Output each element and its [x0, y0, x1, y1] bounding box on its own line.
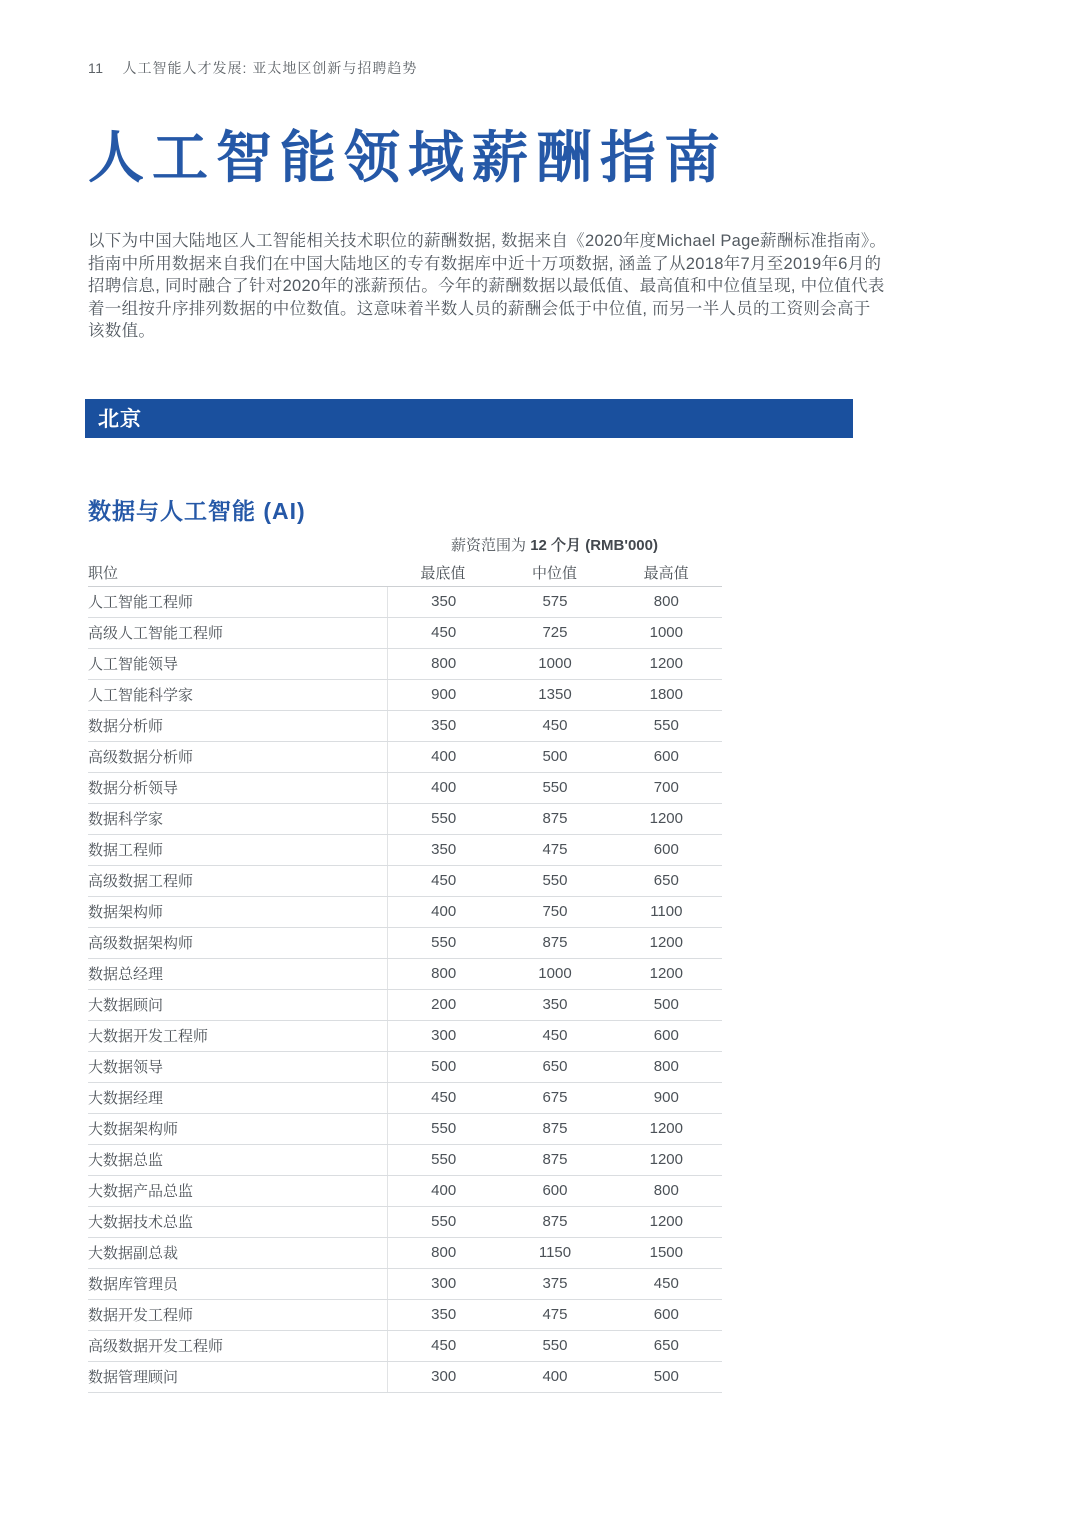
median-salary-cell: 550: [542, 1337, 568, 1355]
min-salary-cell: 550: [431, 810, 457, 828]
max-salary-cell: 600: [653, 748, 679, 766]
median-salary-cell: 450: [542, 717, 568, 735]
job-title-cell: 数据开发工程师: [88, 1307, 194, 1325]
job-title-cell: 大数据领导: [88, 1059, 164, 1077]
table-row: [88, 1145, 722, 1176]
salary-values: [387, 1300, 722, 1330]
max-salary-cell: 1000: [649, 624, 683, 642]
table-header-row: [88, 560, 722, 587]
salary-values: [387, 742, 722, 772]
job-title-cell: 高级数据开发工程师: [88, 1338, 224, 1356]
median-salary-cell: 350: [542, 996, 568, 1014]
salary-values: [387, 1176, 722, 1206]
median-salary-cell: 875: [542, 1120, 568, 1138]
job-title-cell: 数据总经理: [88, 966, 164, 984]
salary-values: [387, 618, 722, 648]
caption-bold: 12 个月 (RMB'000): [530, 536, 658, 554]
table-row: [88, 742, 722, 773]
salary-range-caption: [88, 534, 722, 555]
job-title-cell: 大数据技术总监: [88, 1214, 194, 1232]
salary-values: [387, 804, 722, 834]
intro-line: 以下为中国大陆地区人工智能相关技术职位的薪酬数据, 数据来自《2020年度Michael Page薪酬标准指南》。: [88, 232, 887, 251]
min-salary-cell: 350: [431, 1306, 457, 1324]
salary-values: [387, 1269, 722, 1299]
salary-values: [387, 1052, 722, 1082]
salary-values: [387, 649, 722, 679]
min-salary-cell: 500: [431, 1058, 457, 1076]
job-title-cell: 大数据产品总监: [88, 1183, 194, 1201]
max-salary-cell: 800: [653, 1182, 679, 1200]
max-salary-cell: 500: [653, 996, 679, 1014]
min-salary-cell: 200: [431, 996, 457, 1014]
salary-values: [387, 928, 722, 958]
table-row: [88, 680, 722, 711]
max-salary-cell: 1200: [649, 1120, 683, 1138]
salary-values: [387, 680, 722, 710]
salary-values: [387, 835, 722, 865]
max-salary-cell: 1200: [649, 655, 683, 673]
min-salary-cell: 550: [431, 934, 457, 952]
section-heading: 数据与人工智能 (AI): [88, 497, 306, 524]
table-row: [88, 928, 722, 959]
min-salary-cell: 800: [431, 655, 457, 673]
max-salary-cell: 600: [653, 1027, 679, 1045]
min-salary-cell: 400: [431, 779, 457, 797]
median-salary-cell: 550: [542, 872, 568, 890]
median-salary-cell: 550: [542, 779, 568, 797]
median-salary-cell: 675: [542, 1089, 568, 1107]
table-row: [88, 711, 722, 742]
median-salary-cell: 875: [542, 1151, 568, 1169]
max-salary-cell: 600: [653, 841, 679, 859]
min-salary-cell: 800: [431, 965, 457, 983]
job-title-cell: 高级数据分析师: [88, 749, 194, 767]
table-row: [88, 618, 722, 649]
salary-values: [387, 897, 722, 927]
min-salary-cell: 400: [431, 903, 457, 921]
table-row: [88, 835, 722, 866]
job-title-cell: 大数据总监: [88, 1152, 164, 1170]
max-salary-cell: 800: [653, 1058, 679, 1076]
salary-values: [387, 1145, 722, 1175]
table-row: [88, 959, 722, 990]
job-title-cell: 人工智能领导: [88, 656, 179, 674]
median-salary-cell: 500: [542, 748, 568, 766]
intro-line: 指南中所用数据来自我们在中国大陆地区的专有数据库中近十万项数据, 涵盖了从2018年7月至2019年6月的: [88, 254, 882, 273]
median-salary-cell: 1350: [538, 686, 572, 704]
job-title-cell: 人工智能工程师: [88, 594, 194, 612]
job-title-cell: 大数据经理: [88, 1090, 164, 1108]
table-row: [88, 1269, 722, 1300]
min-salary-cell: 550: [431, 1213, 457, 1231]
median-salary-cell: 400: [542, 1368, 568, 1386]
salary-values: [387, 587, 722, 617]
table-row: [88, 1362, 722, 1393]
max-salary-cell: 550: [653, 717, 679, 735]
median-salary-cell: 450: [542, 1027, 568, 1045]
min-salary-cell: 350: [431, 593, 457, 611]
median-salary-cell: 875: [542, 1213, 568, 1231]
header-salary-columns: [387, 562, 722, 583]
intro-line: 该数值。: [88, 322, 156, 341]
min-salary-cell: 450: [431, 1337, 457, 1355]
min-salary-cell: 550: [431, 1120, 457, 1138]
median-salary-cell: 600: [542, 1182, 568, 1200]
job-title-cell: 数据分析师: [88, 718, 164, 736]
median-salary-cell: 875: [542, 810, 568, 828]
max-salary-cell: 1200: [649, 965, 683, 983]
page-number: 11: [88, 60, 104, 76]
table-row: [88, 1114, 722, 1145]
min-salary-cell: 450: [431, 872, 457, 890]
intro-line: 着一组按升序排列数据的中位数值。这意味着半数人员的薪酬会低于中位值, 而另一半人员的工资则会高于: [88, 299, 871, 318]
max-salary-cell: 1200: [649, 934, 683, 952]
salary-table: [88, 560, 722, 1393]
max-salary-cell: 700: [653, 779, 679, 797]
salary-values: [387, 1021, 722, 1051]
min-salary-cell: 450: [431, 1089, 457, 1107]
table-row: [88, 990, 722, 1021]
salary-values: [387, 1083, 722, 1113]
job-title-cell: 数据分析领导: [88, 780, 179, 798]
job-title-cell: 数据架构师: [88, 904, 164, 922]
running-header: [88, 58, 995, 78]
salary-values: [387, 1331, 722, 1361]
max-salary-cell: 600: [653, 1306, 679, 1324]
median-salary-cell: 475: [542, 841, 568, 859]
city-banner-label: 北京: [98, 408, 142, 432]
min-salary-cell: 400: [431, 1182, 457, 1200]
table-row: [88, 1331, 722, 1362]
job-title-cell: 大数据副总裁: [88, 1245, 179, 1263]
median-salary-cell: 375: [542, 1275, 568, 1293]
salary-values: [387, 1207, 722, 1237]
table-row: [88, 1083, 722, 1114]
max-salary-cell: 1200: [649, 1213, 683, 1231]
intro-paragraph: [88, 230, 995, 343]
job-title-cell: 数据科学家: [88, 811, 164, 829]
salary-values: [387, 711, 722, 741]
median-salary-cell: 475: [542, 1306, 568, 1324]
job-title-cell: 高级人工智能工程师: [88, 625, 224, 643]
max-salary-cell: 650: [653, 872, 679, 890]
salary-values: [387, 959, 722, 989]
header-job-title: 职位: [88, 565, 119, 583]
table-row: [88, 1021, 722, 1052]
salary-values: [387, 773, 722, 803]
job-title-cell: 大数据顾问: [88, 997, 164, 1015]
max-salary-cell: 500: [653, 1368, 679, 1386]
max-salary-cell: 1100: [650, 903, 683, 921]
salary-values: [387, 990, 722, 1020]
table-row: [88, 897, 722, 928]
page-title: 人工智能领域薪酬指南: [88, 126, 728, 189]
running-header-title: 人工智能人才发展: 亚太地区创新与招聘趋势: [122, 60, 418, 76]
median-salary-cell: 650: [542, 1058, 568, 1076]
table-row: [88, 773, 722, 804]
table-row: [88, 1238, 722, 1269]
max-salary-cell: 1200: [649, 1151, 683, 1169]
table-row: [88, 1176, 722, 1207]
header-max-salary: 最高值: [643, 565, 689, 583]
salary-values: [387, 1238, 722, 1268]
intro-line: 招聘信息, 同时融合了针对2020年的涨薪预估。今年的薪酬数据以最低值、最高值和中位值呈现, 中位值代表: [88, 277, 885, 296]
job-title-cell: 大数据开发工程师: [88, 1028, 209, 1046]
max-salary-cell: 1800: [649, 686, 683, 704]
job-title-cell: 高级数据工程师: [88, 873, 194, 891]
median-salary-cell: 875: [542, 934, 568, 952]
table-row: [88, 804, 722, 835]
median-salary-cell: 575: [542, 593, 568, 611]
salary-values: [387, 1114, 722, 1144]
max-salary-cell: 450: [653, 1275, 679, 1293]
job-title-cell: 数据管理顾问: [88, 1369, 179, 1387]
median-salary-cell: 1000: [538, 655, 572, 673]
median-salary-cell: 1000: [538, 965, 572, 983]
median-salary-cell: 725: [542, 624, 568, 642]
min-salary-cell: 800: [431, 1244, 457, 1262]
job-title-cell: 数据库管理员: [88, 1276, 179, 1294]
min-salary-cell: 350: [431, 717, 457, 735]
header-median-salary: 中位值: [532, 565, 578, 583]
median-salary-cell: 1150: [538, 1244, 572, 1262]
min-salary-cell: 300: [431, 1275, 457, 1293]
min-salary-cell: 550: [431, 1151, 457, 1169]
max-salary-cell: 900: [653, 1089, 679, 1107]
job-title-cell: 数据工程师: [88, 842, 164, 860]
table-row: [88, 866, 722, 897]
job-title-cell: 大数据架构师: [88, 1121, 179, 1139]
salary-values: [387, 1362, 722, 1392]
city-banner: [85, 399, 853, 438]
max-salary-cell: 800: [653, 593, 679, 611]
salary-values: [387, 866, 722, 896]
min-salary-cell: 300: [431, 1027, 457, 1045]
job-title-cell: 人工智能科学家: [88, 687, 194, 705]
min-salary-cell: 400: [431, 748, 457, 766]
max-salary-cell: 650: [653, 1337, 679, 1355]
table-row: [88, 1207, 722, 1238]
table-row: [88, 1052, 722, 1083]
job-title-cell: 高级数据架构师: [88, 935, 194, 953]
max-salary-cell: 1200: [649, 810, 683, 828]
min-salary-cell: 450: [431, 624, 457, 642]
min-salary-cell: 300: [431, 1368, 457, 1386]
salary-table-body: [88, 587, 722, 1393]
median-salary-cell: 750: [542, 903, 568, 921]
caption-prefix: 薪资范围为: [451, 536, 531, 554]
min-salary-cell: 350: [431, 841, 457, 859]
table-row: [88, 587, 722, 618]
min-salary-cell: 900: [431, 686, 457, 704]
header-min-salary: 最底值: [420, 565, 466, 583]
table-row: [88, 1300, 722, 1331]
table-row: [88, 649, 722, 680]
max-salary-cell: 1500: [649, 1244, 683, 1262]
